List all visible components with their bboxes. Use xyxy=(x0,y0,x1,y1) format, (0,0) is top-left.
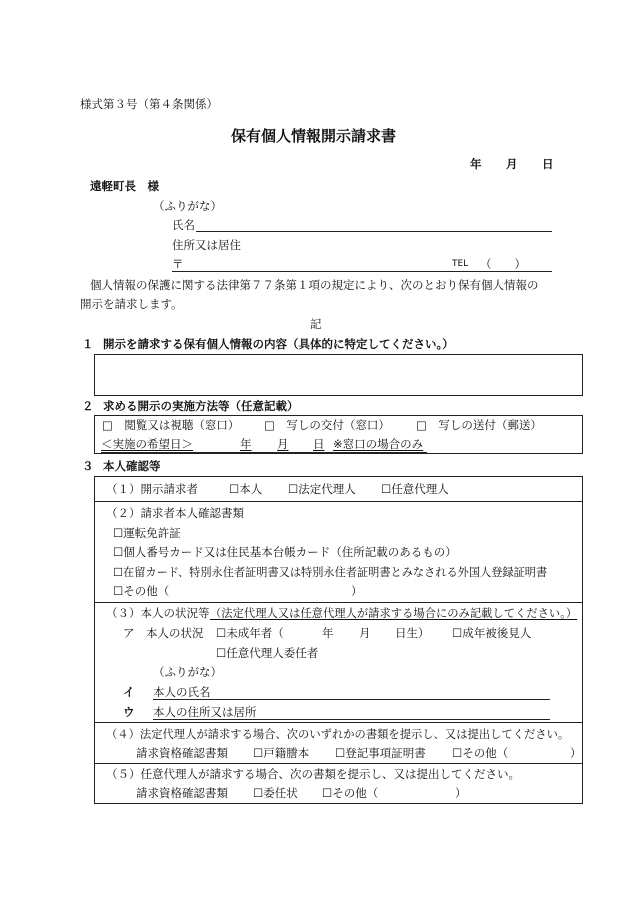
voluntary-other-close: ） xyxy=(455,786,467,800)
option-copy-mail[interactable]: □ 写しの送付（郵送） xyxy=(416,418,542,432)
section1-content-box[interactable] xyxy=(94,354,583,396)
legal-koseki-checkbox[interactable]: ☐戸籍謄本 xyxy=(253,746,310,760)
row-divider-2 xyxy=(94,602,583,603)
status-minor-checkbox[interactable]: ☐未成年者（ xyxy=(216,626,284,640)
tel-paren: （ ） xyxy=(480,257,526,271)
section3-title: 本人確認等 xyxy=(103,459,161,473)
row-divider-3 xyxy=(94,722,583,723)
status-birth-day: 日生） xyxy=(395,626,430,640)
section1-title: 開示を請求する保有個人情報の内容（具体的に特定してください。） xyxy=(103,337,454,351)
voluntary-agent-docs-label: 請求資格確認書類 xyxy=(136,786,228,800)
hope-date-underline xyxy=(101,452,427,453)
requester-self-checkbox[interactable]: ☐本人 xyxy=(229,482,263,496)
principal-name-label: 本人の氏名 xyxy=(153,685,211,699)
principal-name-marker: イ xyxy=(123,685,135,699)
id-residence-card-checkbox[interactable]: ☐在留カード、特別永住者証明書又は特別永住者証明書とみなされる外国人登録証明書 xyxy=(113,566,548,579)
applicant-address-label: 住所又は居住 xyxy=(172,238,241,252)
id-docs-label: （２）請求者本人確認書類 xyxy=(106,506,244,520)
applicant-name-label: 氏名 xyxy=(172,218,195,232)
section3-number: ３ xyxy=(82,459,94,473)
intro-line1: 個人情報の保護に関する法律第７７条第１項の規定により、次のとおり保有個人情報の xyxy=(90,278,539,292)
voluntary-other-checkbox[interactable]: ☐その他（ xyxy=(322,786,379,800)
status-a-label: ア 本人の状況 xyxy=(123,626,204,640)
requester-voluntary-agent-checkbox[interactable]: ☐任意代理人 xyxy=(381,482,449,496)
legal-registry-checkbox[interactable]: ☐登記事項証明書 xyxy=(335,746,426,760)
date-month: 月 xyxy=(506,157,518,171)
addressee: 遠軽町長 様 xyxy=(90,179,159,193)
legal-other-checkbox[interactable]: ☐その他（ xyxy=(452,746,509,760)
id-other-checkbox[interactable]: ☐その他（ xyxy=(113,584,170,598)
id-my-number-card-checkbox[interactable]: ☐個人番号カード又は住民基本台帳カード（住所記載のあるもの） xyxy=(113,545,457,559)
tel-label: TEL xyxy=(452,259,469,269)
status-note: （法定代理人又は任意代理人が請求する場合にのみ記載してください。） xyxy=(210,607,578,620)
voluntary-agent-instruction: （５）任意代理人が請求する場合、次の書類を提示し、又は提出してください。 xyxy=(106,767,520,781)
legal-other-close: ） xyxy=(570,746,582,760)
status-adult-ward-checkbox[interactable]: ☐成年被後見人 xyxy=(452,626,532,640)
date-year: 年 xyxy=(470,157,482,171)
form-number: 様式第３号（第４条関係） xyxy=(80,97,218,111)
principal-furigana-label: （ふりがな） xyxy=(153,665,222,679)
section2-title: 求める開示の実施方法等（任意記載） xyxy=(103,399,299,413)
applicant-name-line[interactable] xyxy=(196,231,552,232)
section1-number: １ xyxy=(82,337,94,351)
row-divider-1 xyxy=(94,501,583,502)
id-other-close: ） xyxy=(351,584,363,598)
section2-number: ２ xyxy=(82,399,94,413)
hope-note: ※窓口の場合のみ xyxy=(333,437,424,451)
id-drivers-license-checkbox[interactable]: ☐運転免許証 xyxy=(113,526,181,540)
ki-mark: 記 xyxy=(310,317,322,331)
status-birth-month: 月 xyxy=(359,626,371,640)
principal-address-line[interactable] xyxy=(153,719,550,720)
intro-line2: 開示を請求します。 xyxy=(80,297,183,311)
postal-mark: 〒 xyxy=(172,257,184,271)
principal-address-marker: ウ xyxy=(123,705,135,719)
hope-month: 月 xyxy=(277,437,289,451)
principal-name-line[interactable] xyxy=(153,699,550,700)
status-principal-checkbox[interactable]: ☐任意代理人委任者 xyxy=(216,646,319,660)
voluntary-power-of-attorney-checkbox[interactable]: ☐委任状 xyxy=(253,786,298,800)
hope-date-label: ＜実施の希望日＞ xyxy=(101,437,193,451)
row-divider-4 xyxy=(94,763,583,764)
option-copy-counter[interactable]: □ 写しの交付（窓口） xyxy=(264,418,390,432)
requester-legal-agent-checkbox[interactable]: ☐法定代理人 xyxy=(288,482,356,496)
legal-agent-docs-label: 請求資格確認書類 xyxy=(136,746,228,760)
applicant-address-line[interactable] xyxy=(172,271,552,272)
legal-agent-instruction: （４）法定代理人が請求する場合、次のいずれかの書類を提示し、又は提出してください。 xyxy=(106,728,570,741)
date-day: 日 xyxy=(542,157,554,171)
hope-year: 年 xyxy=(240,437,252,451)
applicant-furigana-label: （ふりがな） xyxy=(153,199,222,213)
hope-day: 日 xyxy=(313,437,325,451)
option-view[interactable]: □ 閲覧又は視聴（窓口） xyxy=(102,418,240,432)
status-label: （３）本人の状況等 xyxy=(106,606,210,620)
requester-label: （１）開示請求者 xyxy=(106,482,198,496)
status-birth-year: 年 xyxy=(322,626,334,640)
page-title: 保有個人情報開示請求書 xyxy=(231,127,397,145)
principal-address-label: 本人の住所又は居所 xyxy=(153,705,257,719)
